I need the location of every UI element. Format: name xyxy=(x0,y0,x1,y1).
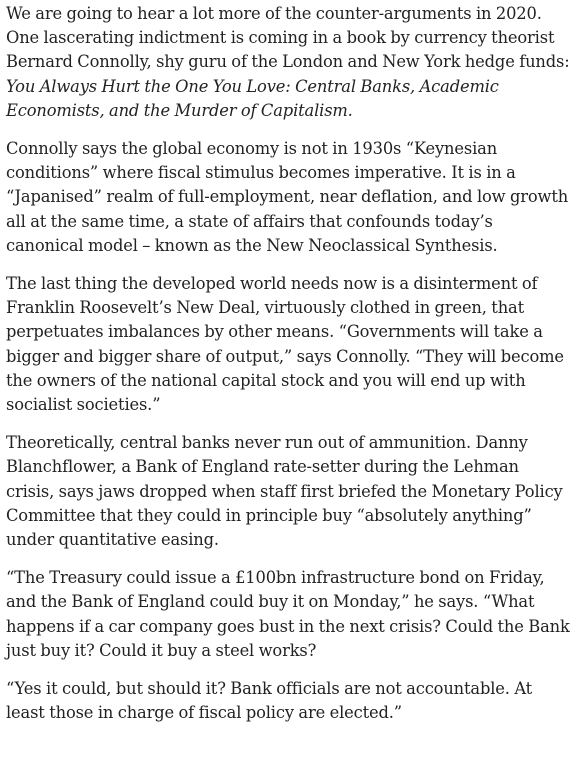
paragraph-4: Theoretically, central banks never run out of ammunition. Danny Blanchflower, a Bank of England rate-setter during the Lehman crisis, says jaws dropped when staff first briefed the Monetary Policy Committee that they could in principle buy “absolutely anything” under quantitative easing. xyxy=(6,433,563,550)
paragraph-5: “The Treasury could issue a £100bn infrastructure bond on Friday, and the Bank of England could buy it on Monday,” he says. “What happens if a car company goes bust in the next crisis? Could the Bank just buy it? Could it buy a steel works? xyxy=(6,568,570,660)
paragraph-1 xyxy=(6,0,571,123)
paragraph-3: The last thing the developed world needs now is a disinterment of Franklin Roosevelt’s New Deal, virtuously clothed in green, that perpetuates imbalances by other means. “Governments will take a bigger and bigger share of output,” says Connolly. “They will become the owners of the national capital stock and you will end up with socialist societies.” xyxy=(6,274,564,415)
paragraph-6: “Yes it could, but should it? Bank officials are not accountable. At least those in charge of fiscal policy are elected.” xyxy=(6,679,533,723)
paragraph-1-text: We are going to hear a lot more of the counter-arguments in 2020. One lascerating indictment is coming in a book by currency theorist Bernard Connolly, shy guru of the London and New York hedge funds: xyxy=(6,4,570,72)
book-title: You Always Hurt the One You Love: Central Banks, Academic Economists, and the Murder of Capitalism. xyxy=(6,76,499,120)
paragraph-2: Connolly says the global economy is not in 1930s “Keynesian conditions” where fiscal stimulus becomes imperative. It is in a “Japanised” realm of full-employment, near deflation, and low growth all at the same time, a state of affairs that confounds today’s canonical model – known as the New Neoclassical Synthesis. xyxy=(6,139,569,255)
